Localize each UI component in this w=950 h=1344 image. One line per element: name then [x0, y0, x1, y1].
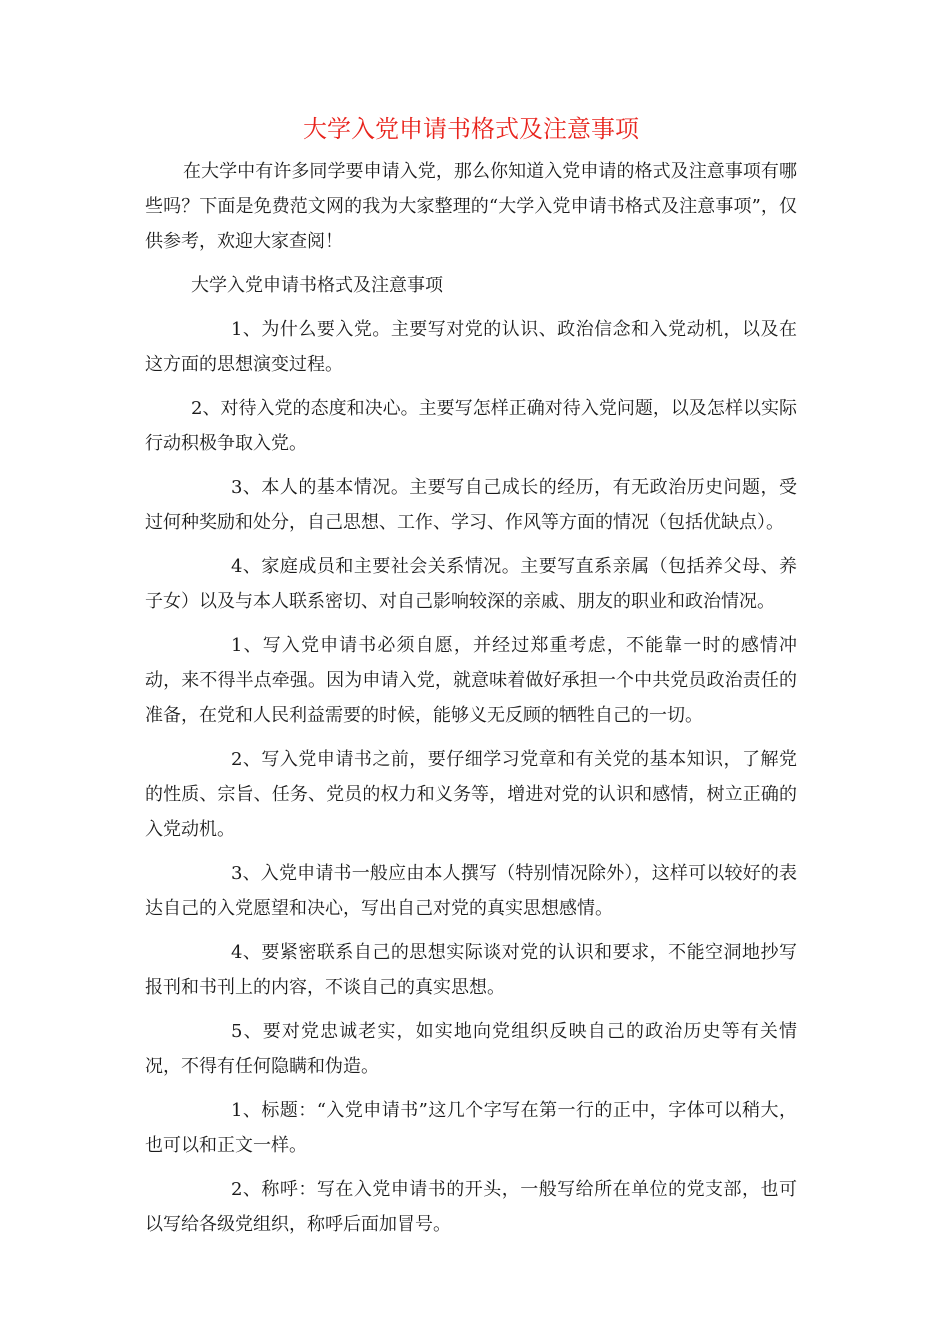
content-item-1: 1、为什么要入党。主要写对党的认识、政治信念和入党动机，以及在这方面的思想演变过程。 [145, 319, 797, 375]
content-item-4: 4、家庭成员和主要社会关系情况。主要写直系亲属（包括养父母、养子女）以及与本人联系密切、对自己影响较深的亲戚、朋友的职业和政治情况。 [145, 556, 797, 612]
content-item-2: 2、对待入党的态度和决心。主要写怎样正确对待入党问题，以及怎样以实际行动积极争取入党。 [145, 398, 797, 454]
intro-paragraph: 在大学中有许多同学要申请入党，那么你知道入党申请的格式及注意事项有哪些吗？下面是免费范文网的我为大家整理的“大学入党申请书格式及注意事项”，仅供参考，欢迎大家查阅！ [145, 161, 797, 252]
notice-item-2: 2、写入党申请书之前，要仔细学习党章和有关党的基本知识，了解党的性质、宗旨、任务、党员的权力和义务等，增进对党的认识和感情，树立正确的入党动机。 [145, 749, 797, 840]
notice-item-1: 1、写入党申请书必须自愿，并经过郑重考虑，不能靠一时的感情冲动，来不得半点牵强。因为申请入党，就意味着做好承担一个中共党员政治责任的准备，在党和人民利益需要的时候，能够义无反顾的牺牲自己的一切。 [145, 635, 797, 726]
notice-item-4: 4、要紧密联系自己的思想实际谈对党的认识和要求，不能空洞地抄写报刊和书刊上的内容，不谈自己的真实思想。 [145, 942, 797, 998]
notice-item-5: 5、要对党忠诚老实，如实地向党组织反映自己的政治历史等有关情况，不得有任何隐瞒和伪造。 [145, 1021, 797, 1077]
format-item-1: 1、标题：“入党申请书”这几个字写在第一行的正中，字体可以稍大，也可以和正文一样。 [145, 1100, 797, 1156]
content-item-3: 3、本人的基本情况。主要写自己成长的经历，有无政治历史问题，受过何种奖励和处分，自己思想、工作、学习、作风等方面的情况（包括优缺点）。 [145, 477, 797, 533]
document-page [145, 112, 797, 1242]
section-subheading: 大学入党申请书格式及注意事项 [191, 275, 443, 296]
notice-item-3: 3、入党申请书一般应由本人撰写（特别情况除外），这样可以较好的表达自己的入党愿望和决心，写出自己对党的真实思想感情。 [145, 863, 797, 919]
format-item-2: 2、称呼：写在入党申请书的开头，一般写给所在单位的党支部，也可以写给各级党组织，称呼后面加冒号。 [145, 1179, 797, 1235]
document-title: 大学入党申请书格式及注意事项 [303, 115, 639, 143]
